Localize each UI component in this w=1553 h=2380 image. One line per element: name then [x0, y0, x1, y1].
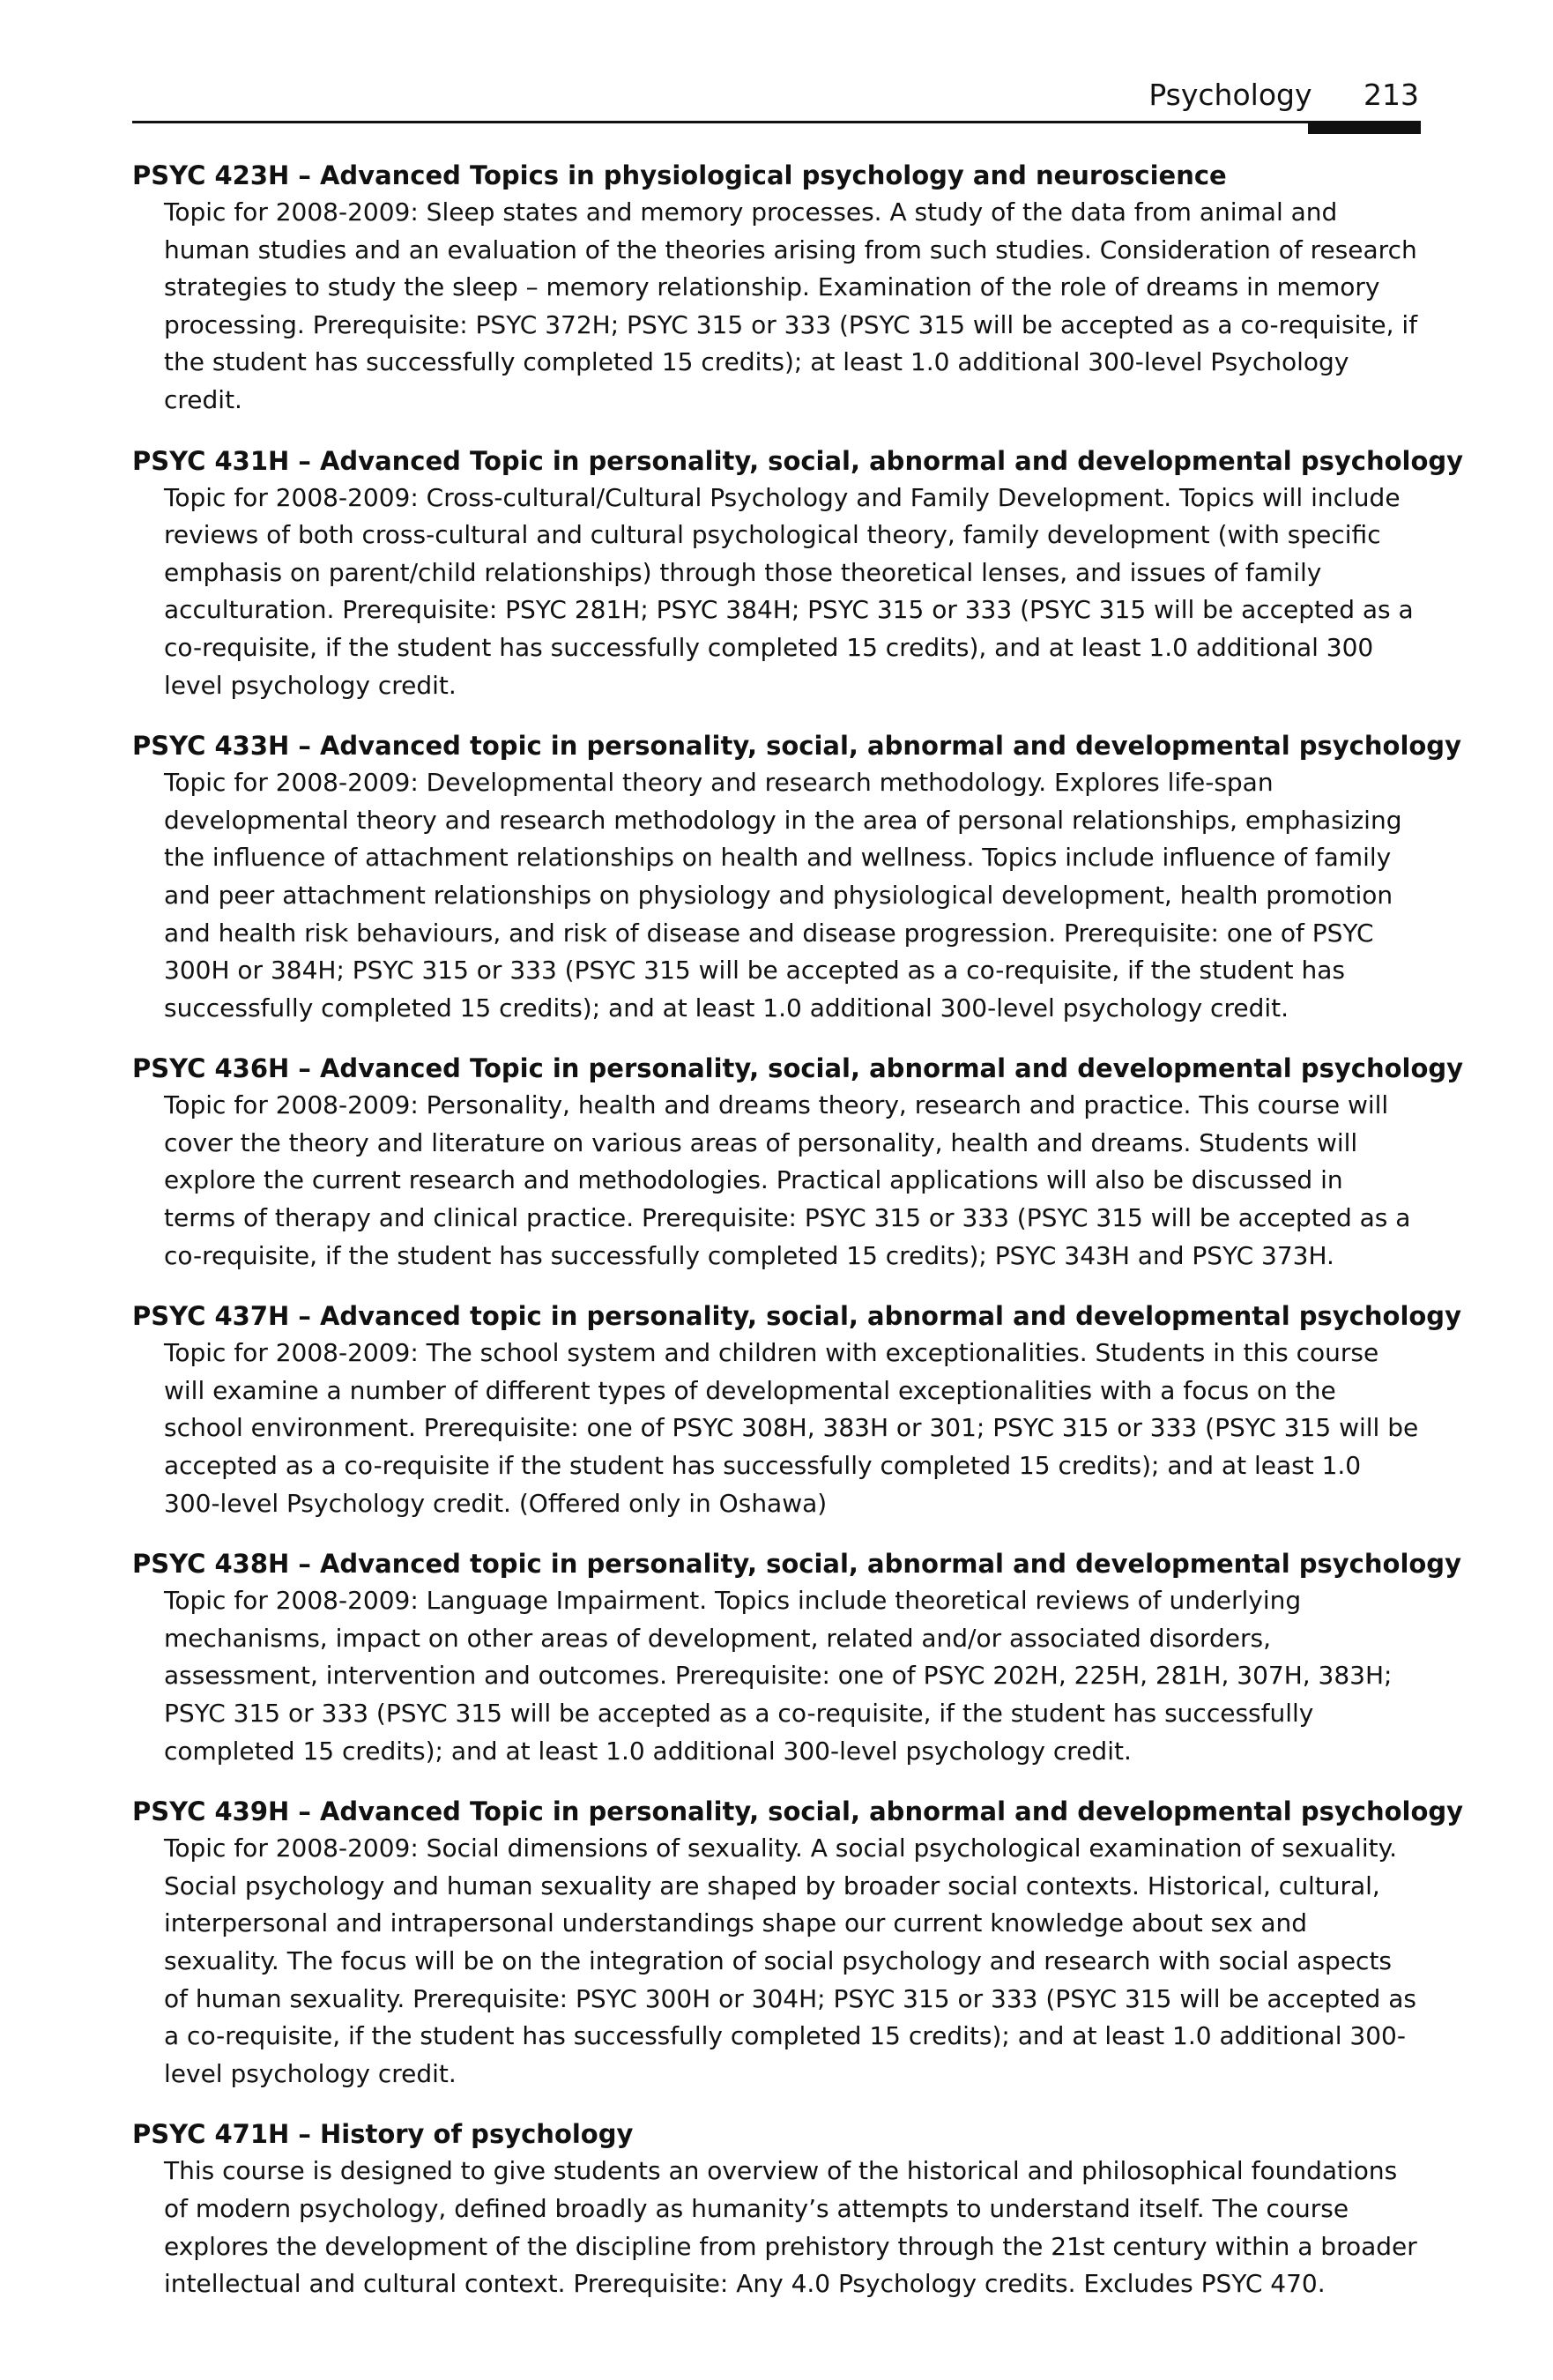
course-title: PSYC 431H – Advanced Topic in personality, social, abnormal and developmental psychology — [132, 445, 1464, 476]
course-description: Topic for 2008-2009: Developmental theory and research methodology. Explores life-span developmental theory and research methodology in the area of personal relationships, emphasizing the influence of attachment relationships on health and wellness. Topics include influence of family and peer attachment relationships on physiology and physiological development, health promotion and health risk behaviours, and risk of disease and disease progression. Prerequisite: one of PSYC 300H or 384H; PSYC 315 or 333 (PSYC 315 will be accepted as a co-requisite, if the student has successfully completed 15 credits); and at least 1.0 additional 300-level psychology credit. — [164, 768, 1402, 1023]
course-description: Topic for 2008-2009: The school system and children with exceptionalities. Students in this course will examine a number of different types of developmental exceptionalities with a focus on the school environment. Prerequisite: one of PSYC 308H, 383H or 301; PSYC 315 or 333 (PSYC 315 will be accepted as a co-requisite if the student has successfully completed 15 credits); and at least 1.0 300-level Psychology credit. (Offered only in Oshawa) — [164, 1338, 1419, 1518]
course-description: Topic for 2008-2009: Social dimensions of sexuality. A social psychological examination of sexuality. Social psychology and human sexuality are shaped by broader social contexts. Historical, cultural, interpersonal and intrapersonal understandings shape our current knowledge about sex and sexuality. The focus will be on the integration of social psychology and research with social aspects of human sexuality. Prerequisite: PSYC 300H or 304H; PSYC 315 or 333 (PSYC 315 will be accepted as a co-requisite, if the student has successfully completed 15 credits); and at least 1.0 additional 300-level psychology credit. — [164, 1833, 1416, 2088]
course-title: PSYC 438H – Advanced topic in personality, social, abnormal and developmental psychology — [132, 1549, 1461, 1580]
course-entry-psyc-437h — [132, 1298, 1461, 1522]
section-title: Psychology — [1148, 78, 1312, 112]
course-entry-psyc-439h — [132, 1793, 1464, 2093]
header-rule — [132, 121, 1421, 123]
course-entry-psyc-436h — [132, 1050, 1464, 1275]
page-number: 213 — [1364, 78, 1419, 112]
running-header — [1148, 78, 1419, 113]
course-entry-psyc-423h — [132, 157, 1419, 420]
course-description: Topic for 2008-2009: Language Impairment. Topics include theoretical reviews of underlying mechanisms, impact on other areas of development, related and/or associated disorders, assessment, intervention and outcomes. Prerequisite: one of PSYC 202H, 225H, 281H, 307H, 383H; PSYC 315 or 333 (PSYC 315 will be accepted as a co-requisite, if the student has successfully completed 15 credits); and at least 1.0 additional 300-level psychology credit. — [164, 1586, 1393, 1766]
course-list — [132, 157, 1464, 2326]
page-tab-bar — [1308, 123, 1421, 134]
course-entry-psyc-438h — [132, 1545, 1461, 1770]
course-title: PSYC 423H – Advanced Topics in physiological psychology and neuroscience — [132, 160, 1227, 190]
course-description: Topic for 2008-2009: Personality, health and dreams theory, research and practice. This course will cover the theory and literature on various areas of personality, health and dreams. Students will explore the current research and methodologies. Practical applications will also be discussed in terms of therapy and clinical practice. Prerequisite: PSYC 315 or 333 (PSYC 315 will be accepted as a co-requisite, if the student has successfully completed 15 credits); PSYC 343H and PSYC 373H. — [164, 1090, 1411, 1270]
course-description: This course is designed to give students an overview of the historical and philosophical foundations of modern psychology, defined broadly as humanity’s attempts to understand itself. The course explores the development of the discipline from prehistory through the 21st century within a broader intellectual and cultural context. Prerequisite: Any 4.0 Psychology credits. Excludes PSYC 470. — [164, 2156, 1417, 2299]
course-entry-psyc-431h — [132, 443, 1464, 705]
course-title: PSYC 439H – Advanced Topic in personality, social, abnormal and developmental psychology — [132, 1796, 1464, 1827]
course-title: PSYC 433H – Advanced topic in personality, social, abnormal and developmental psychology — [132, 731, 1461, 762]
course-title: PSYC 436H – Advanced Topic in personality, social, abnormal and developmental psychology — [132, 1053, 1464, 1084]
course-description: Topic for 2008-2009: Cross-cultural/Cultural Psychology and Family Development. Topics will include reviews of both cross-cultural and cultural psychological theory, family development (with specific emphasis on parent/child relationships) through those theoretical lenses, and issues of family acculturation. Prerequisite: PSYC 281H; PSYC 384H; PSYC 315 or 333 (PSYC 315 will be accepted as a co-requisite, if the student has successfully completed 15 credits), and at least 1.0 additional 300 level psychology credit. — [164, 482, 1414, 700]
course-title: PSYC 471H – History of psychology — [132, 2119, 634, 2150]
course-description: Topic for 2008-2009: Sleep states and memory processes. A study of the data from animal and human studies and an evaluation of the theories arising from such studies. Consideration of research strategies to study the sleep – memory relationship. Examination of the role of dreams in memory processing. Prerequisite: PSYC 372H; PSYC 315 or 333 (PSYC 315 will be accepted as a co-requisite, if the student has successfully completed 15 credits); at least 1.0 additional 300-level Psychology credit. — [164, 197, 1418, 414]
course-entry-psyc-433h — [132, 727, 1461, 1027]
course-entry-psyc-471h — [132, 2116, 1419, 2302]
course-title: PSYC 437H – Advanced topic in personality, social, abnormal and developmental psychology — [132, 1301, 1461, 1332]
